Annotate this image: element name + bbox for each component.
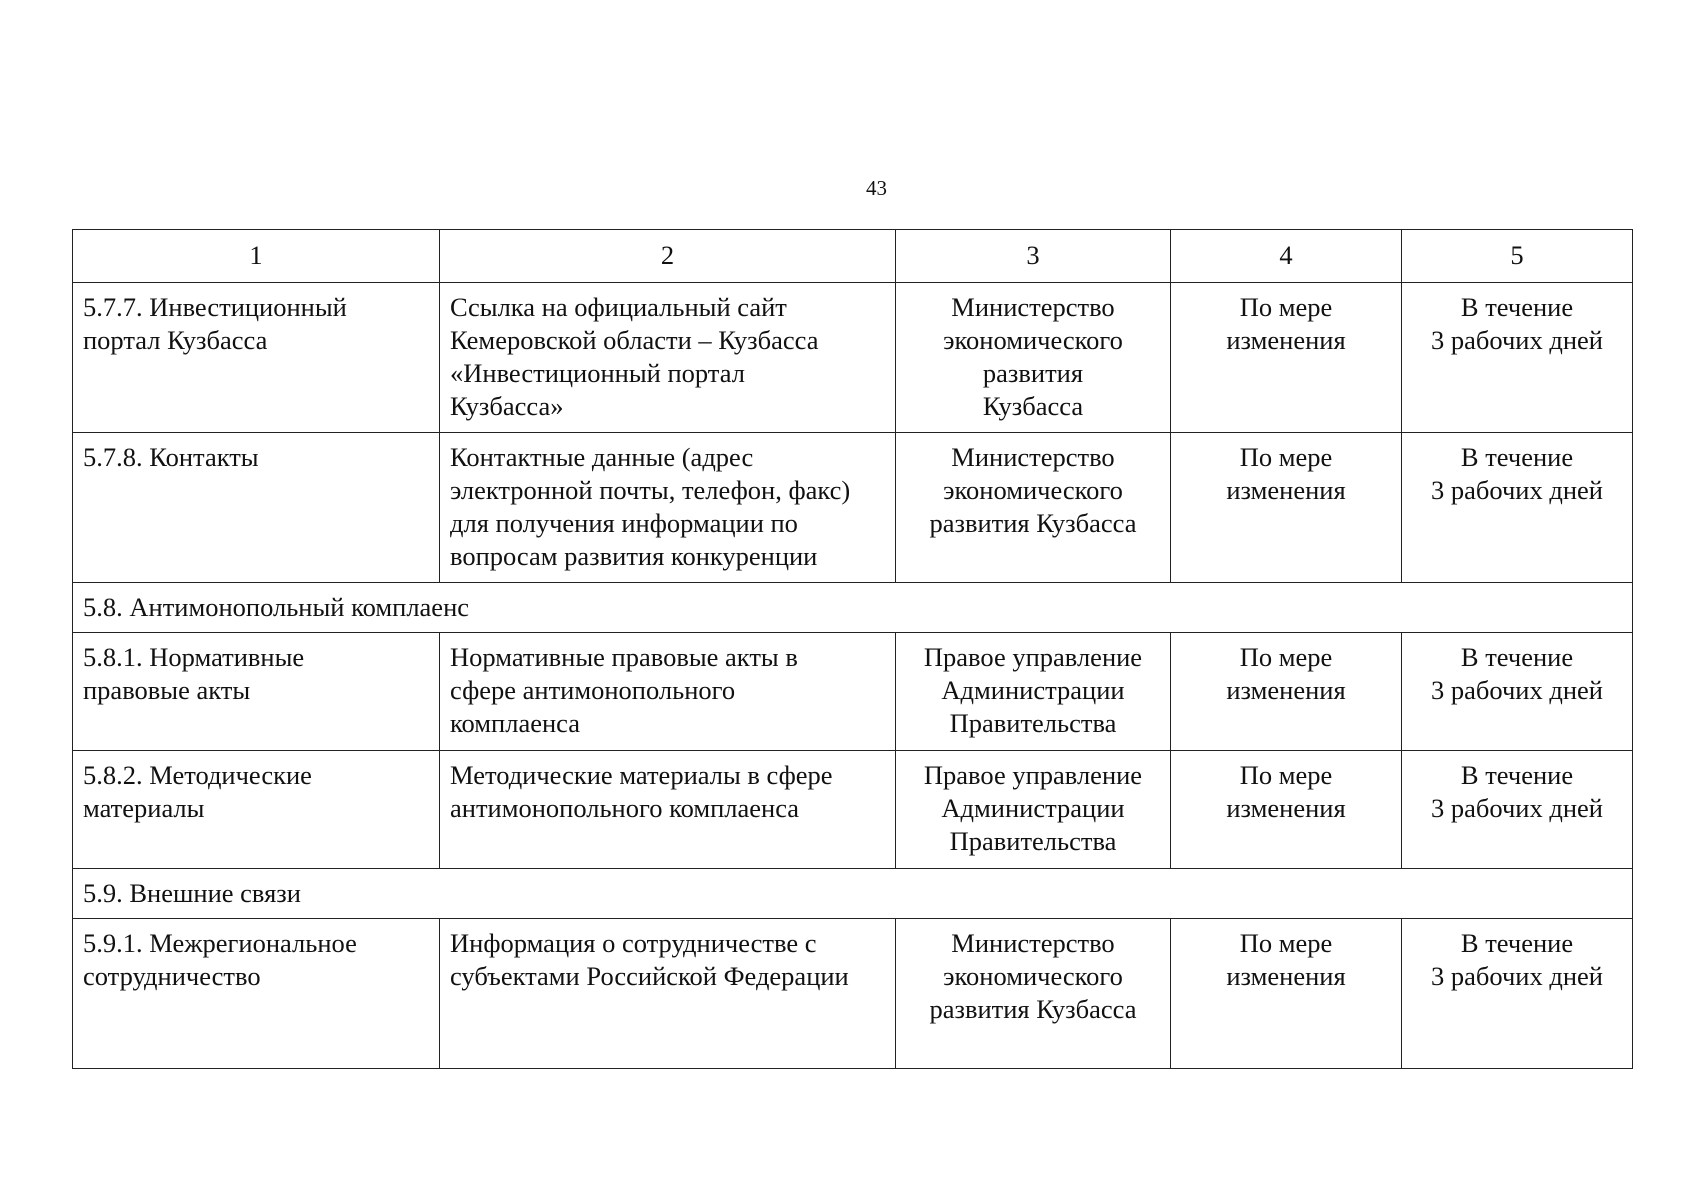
- table-row: [73, 751, 1633, 869]
- section-item-name: 5.8.2. Методические материалы: [73, 751, 440, 869]
- section-item-name: 5.9.1. Межрегиональное сотрудничество: [73, 919, 440, 1069]
- header-cell: 4: [1171, 230, 1402, 283]
- section-heading-row: [73, 583, 1633, 633]
- responsible-body: Правое управление Администрации Правительства: [896, 751, 1171, 869]
- table-header-row: [73, 230, 1633, 283]
- item-description: Информация о сотрудничестве с субъектами Российской Федерации: [440, 919, 896, 1069]
- item-description: Ссылка на официальный сайт Кемеровской области – Кузбасса «Инвестиционный портал Кузбасса»: [440, 283, 896, 433]
- section-item-name: 5.7.7. Инвестиционный портал Кузбасса: [73, 283, 440, 433]
- update-deadline: В течение 3 рабочих дней: [1402, 283, 1633, 433]
- section-item-name: 5.8.1. Нормативные правовые акты: [73, 633, 440, 751]
- update-frequency: По мере изменения: [1171, 919, 1402, 1069]
- responsible-body: Министерство экономического развития Кузбасса: [896, 283, 1171, 433]
- table-row: [73, 633, 1633, 751]
- table-row: [73, 283, 1633, 433]
- header-cell: 3: [896, 230, 1171, 283]
- responsible-body: Министерство экономического развития Кузбасса: [896, 919, 1171, 1069]
- item-description: Методические материалы в сфере антимонопольного комплаенса: [440, 751, 896, 869]
- update-deadline: В течение 3 рабочих дней: [1402, 433, 1633, 583]
- item-description: Контактные данные (адрес электронной почты, телефон, факс) для получения информации по вопросам развития конкуренции: [440, 433, 896, 583]
- responsible-body: Правое управление Администрации Правительства: [896, 633, 1171, 751]
- update-deadline: В течение 3 рабочих дней: [1402, 751, 1633, 869]
- table-row: [73, 433, 1633, 583]
- update-deadline: В течение 3 рабочих дней: [1402, 919, 1633, 1069]
- section-item-name: 5.7.8. Контакты: [73, 433, 440, 583]
- section-heading: 5.9. Внешние связи: [73, 869, 1633, 919]
- document-table: [72, 229, 1633, 1069]
- header-cell: 5: [1402, 230, 1633, 283]
- update-frequency: По мере изменения: [1171, 433, 1402, 583]
- header-cell: 1: [73, 230, 440, 283]
- table-row: [73, 919, 1633, 1069]
- update-deadline: В течение 3 рабочих дней: [1402, 633, 1633, 751]
- header-cell: 2: [440, 230, 896, 283]
- update-frequency: По мере изменения: [1171, 633, 1402, 751]
- section-heading: 5.8. Антимонопольный комплаенс: [73, 583, 1633, 633]
- responsible-body: Министерство экономического развития Кузбасса: [896, 433, 1171, 583]
- update-frequency: По мере изменения: [1171, 283, 1402, 433]
- item-description: Нормативные правовые акты в сфере антимонопольного комплаенса: [440, 633, 896, 751]
- section-heading-row: [73, 869, 1633, 919]
- page-number: 43: [866, 176, 887, 200]
- update-frequency: По мере изменения: [1171, 751, 1402, 869]
